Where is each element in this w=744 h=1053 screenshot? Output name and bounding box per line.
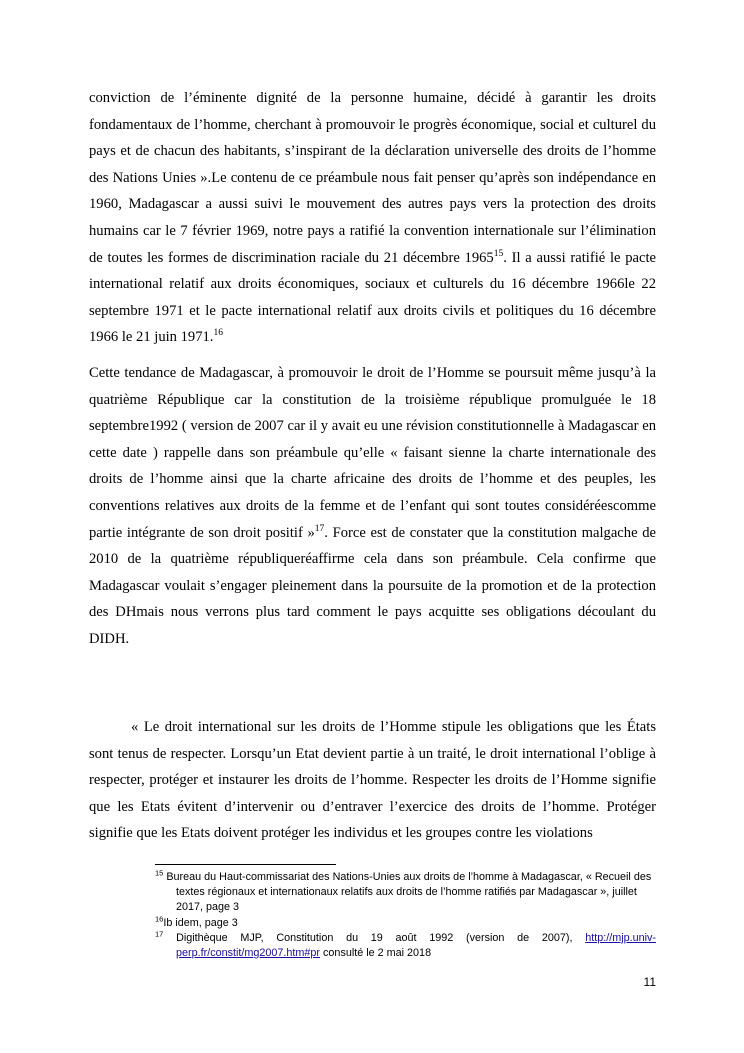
body-paragraph-1 (89, 85, 656, 351)
paragraph-text: « Le droit international sur les droits de l’Homme stipule les obligations que les États sont tenus de respecter. Lorsqu’un Etat devient partie à un traité, le droit international l’oblige à respecter, protéger et instaurer les droits de l’homme. Respecter les droits de l’Homme signifie que les Etats évitent d’intervenir ou d’entraver l’exercice des droits de l’homme. Protéger signifie que les Etats doivent protéger les individus et les groupes contre les violations (89, 719, 656, 842)
footnote-ref-17[interactable]: 17 (314, 523, 325, 534)
footnote-link[interactable]: http://mjp.univ-perp.fr/constit/mg2007.htm#pr (176, 931, 656, 960)
body-paragraph-2 (89, 360, 656, 653)
footnote-text: Ib idem, page 3 (163, 916, 238, 929)
footnote-number: 17 (155, 929, 164, 939)
footnote-number: 16 (155, 914, 164, 924)
footnote-text: Digithèque MJP, Constitution du 19 août 1992 (version de 2007), (163, 931, 586, 944)
page-number: 11 (643, 975, 656, 989)
paragraph-text: . Il a aussi ratifié le pacte international relatif aux droits économiques, sociaux et culturels du 16 décembre 1966le 22 septembre 1971 et le pacte international relatif aux droits civils et politiques du 16 décembre 1966 le 21 juin 1971. (89, 249, 656, 346)
footnote-text-after: consulté le 2 mai 2018 (320, 947, 432, 960)
body-paragraph-3 (89, 714, 656, 847)
footnote-text: Bureau du Haut-commissariat des Nations-Unies aux droits de l’homme à Madagascar, « Recueil des textes régionaux et internationaux relatifs aux droits de l’homme ratifiés par Madagascar », juillet 2017, page 3 (163, 871, 652, 914)
paragraph-text: conviction de l’éminente dignité de la personne humaine, décidé à garantir les droits fondamentaux de l’homme, cherchant à promouvoir le progrès économique, social et culturel du pays et de chacun des habitants, s’inspirant de la déclaration universelle des droits de l’homme des Nations Unies ».Le contenu de ce préambule nous fait penser qu’après son indépendance en 1960, Madagascar a aussi suivi le mouvement des autres pays vers la protection des droits humains car le 7 février 1969, notre pays a ratifié la convention internationale sur l’élimination de toutes les formes de discrimination raciale du 21 décembre 1965 (89, 90, 656, 266)
footnote-separator (155, 864, 336, 865)
footnote-ref-15[interactable]: 15 (493, 248, 504, 259)
footnote-16 (155, 916, 656, 931)
footnote-ref-16[interactable]: 16 (213, 328, 223, 339)
footnotes (155, 870, 656, 961)
paragraph-text: Cette tendance de Madagascar, à promouvoir le droit de l’Homme se poursuit même jusqu’à la quatrième République car la constitution de la troisième république promulguée le 18 septembre1992 ( version de 2007 car il y avait eu une révision constitutionnelle à Madagascar en cette date ) rappelle dans son préambule qu’elle « faisant sienne la charte internationale des droits de l’homme ainsi que la charte africaine des droits de l’homme et des peuples, les conventions relatives aux droits de la femme et de l’enfant qui sont toutes considéréescomme partie intégrante de son droit positif » (89, 365, 656, 541)
footnote-15 (155, 870, 656, 916)
paragraph-text: . Force est de constater que la constitution malgache de 2010 de la quatrième républiqueréaffirme cela dans son préambule. Cela confirme que Madagascar voulait s’engager pleinement dans la poursuite de la promotion et de la protection des DHmais nous verrons plus tard comment le pays acquitte ses obligations découlant du DIDH. (89, 524, 656, 647)
footnote-17 (155, 931, 656, 961)
footnote-number: 15 (155, 868, 164, 878)
